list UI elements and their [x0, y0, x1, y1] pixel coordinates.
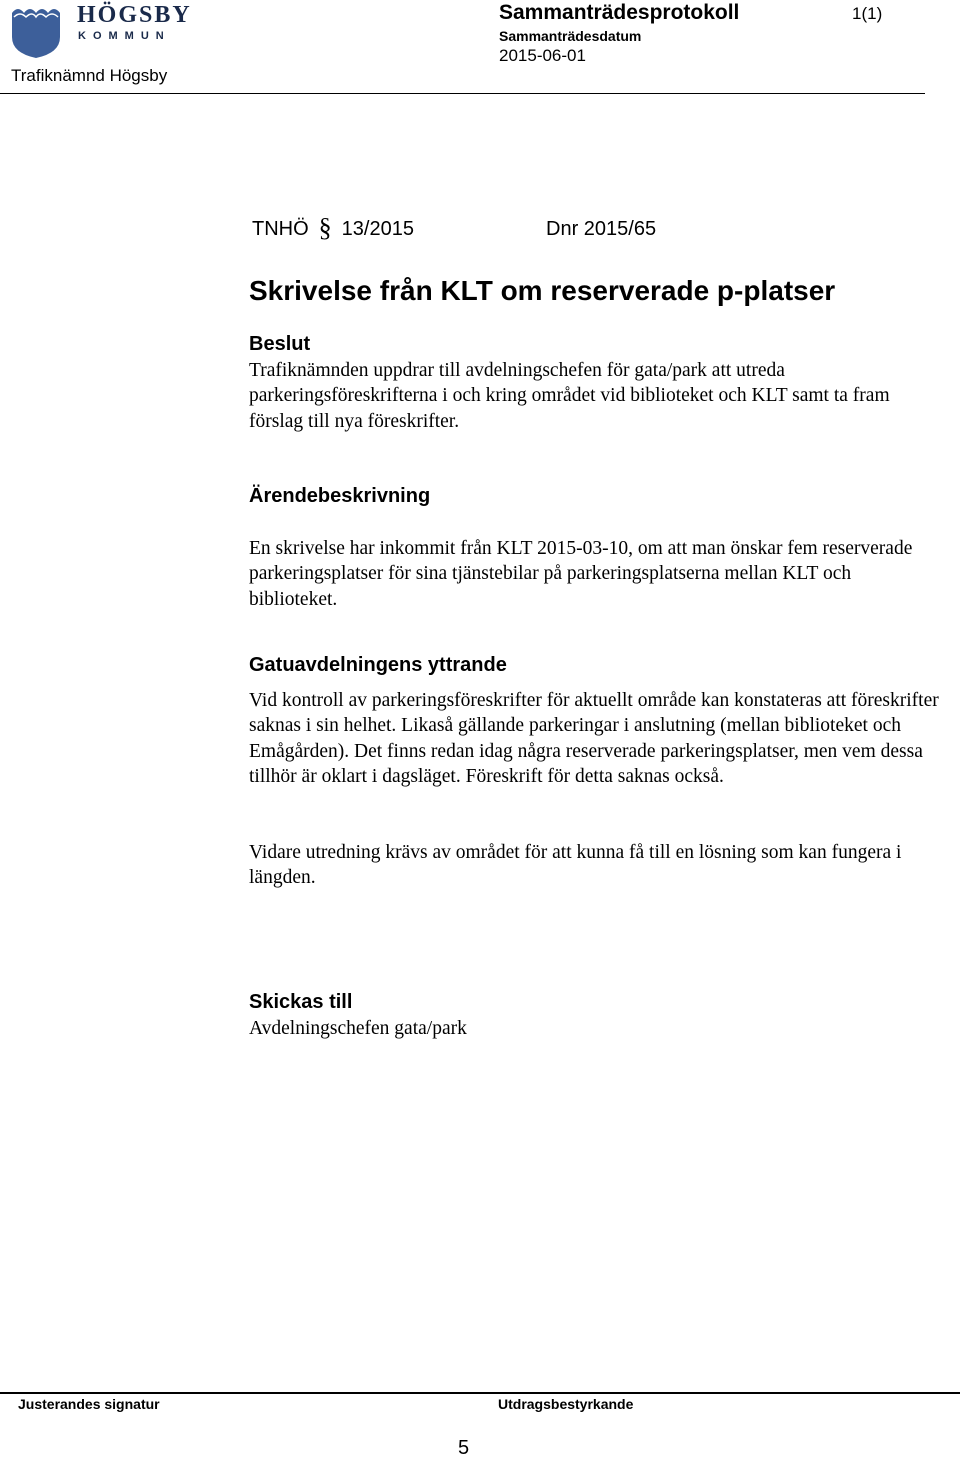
logo-subtitle: KOMMUN — [78, 30, 171, 42]
beslut-heading: Beslut — [249, 333, 311, 355]
beslut-text: Trafiknämnden uppdrar till avdelningschefen för gata/park att utreda parkeringsföreskrifterna i och kring området vid biblioteket och KLT samt ta fram förslag till nya föreskrifter. — [249, 360, 890, 432]
case-number: 13/2015 — [341, 218, 414, 240]
signature-label: Justerandes signatur — [18, 1396, 160, 1412]
footer-divider — [0, 1392, 960, 1394]
date-label: Sammanträdesdatum — [499, 28, 642, 44]
gatu-text: Vid kontroll av parkeringsföreskrifter för aktuellt område kan konstateras att föreskrifter saknas i sin helhet. Likaså gällande parkeringar i anslutning (mellan biblioteket och Emågården). Det finns redan idag några reserverade parkeringsplatser, men vem dessa tillhör är oklart i dagsläget. Föreskrift för detta saknas också. — [249, 690, 939, 787]
header-divider — [0, 93, 925, 94]
arende-heading: Ärendebeskrivning — [249, 485, 431, 507]
gatu-heading: Gatuavdelningens yttrande — [249, 654, 507, 676]
case-reference — [252, 213, 414, 242]
certification-label: Utdragsbestyrkande — [498, 1396, 634, 1412]
page-indicator: 1(1) — [852, 4, 883, 23]
meeting-date: 2015-06-01 — [499, 46, 586, 65]
section-symbol: § — [318, 213, 332, 242]
committee-name: Trafiknämnd Högsby — [11, 66, 168, 85]
vidare-text: Vidare utredning krävs av området för att kunna få till en lösning som kan fungera i längden. — [249, 842, 902, 889]
skickas-text: Avdelningschefen gata/park — [249, 1018, 467, 1039]
logo-wordmark: HÖGSBY — [77, 2, 192, 28]
arende-text: En skrivelse har inkommit från KLT 2015-03-10, om att man önskar fem reserverade parkeringsplatser för sina tjänstebilar på parkeringsplatserna mellan KLT och biblioteket. — [249, 538, 913, 610]
document-type: Sammanträdesprotokoll — [499, 1, 740, 24]
diary-number: Dnr 2015/65 — [546, 218, 657, 240]
skickas-heading: Skickas till — [249, 991, 353, 1013]
kommun-logo-icon — [10, 3, 62, 59]
page-number: 5 — [458, 1437, 470, 1459]
case-prefix: TNHÖ — [252, 218, 309, 240]
case-title: Skrivelse från KLT om reserverade p-platser — [249, 275, 836, 306]
